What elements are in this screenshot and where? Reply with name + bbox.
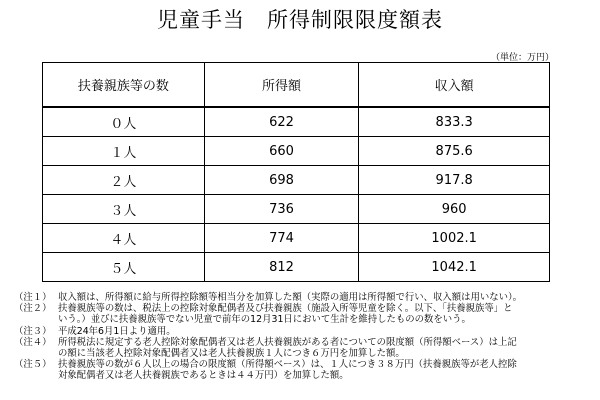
header-income-amount: 所得額 — [204, 63, 359, 108]
table-row — [43, 137, 550, 166]
note-text: 収入額は、所得額に給与所得控除額等相当分を加算した額（実際の適用は所得額で行い、収入額は用いない）。 — [58, 292, 523, 303]
cell-dependents: ３人 — [43, 195, 205, 224]
unit-label: （単位：万円） — [490, 53, 554, 63]
table-row — [43, 224, 550, 253]
cell-revenue: 960 — [359, 195, 550, 224]
cell-income: 660 — [204, 137, 359, 166]
note-4 — [14, 337, 592, 359]
note-label: （注１） — [14, 292, 52, 303]
note-1 — [14, 292, 592, 303]
note-2 — [14, 303, 592, 325]
notes-section — [14, 292, 592, 382]
cell-dependents: ５人 — [43, 253, 205, 282]
note-text: 扶養親族等の数が６人以上の場合の限度額（所得額ベース）は、１人につき３８万円（扶養親族等が老人控除 — [58, 359, 517, 371]
cell-dependents: ４人 — [43, 224, 205, 253]
cell-revenue: 1002.1 — [359, 224, 550, 253]
cell-dependents: １人 — [43, 137, 205, 166]
cell-revenue: 875.6 — [359, 137, 550, 166]
note-label: （注５） — [14, 359, 52, 371]
table-header-row — [43, 63, 550, 108]
cell-income: 736 — [204, 195, 359, 224]
note-text: いう。）並びに扶養親族等でない児童で前年の12月31日において生計を維持したものの数をいう。 — [58, 314, 471, 326]
cell-dependents: ２人 — [43, 166, 205, 195]
cell-income: 698 — [204, 166, 359, 195]
cell-revenue: 1042.1 — [359, 253, 550, 282]
note-5 — [14, 359, 592, 381]
note-label: （注４） — [14, 336, 52, 348]
cell-revenue: 833.3 — [359, 107, 550, 137]
table-row — [43, 107, 550, 137]
note-label: （注２） — [14, 303, 52, 315]
table-row — [43, 253, 550, 282]
note-text: 平成24年6月1日より適用。 — [58, 325, 176, 337]
title-sub: 所得制限限度額表 — [267, 8, 443, 32]
table-row — [43, 166, 550, 195]
header-dependents: 扶養親族等の数 — [43, 63, 205, 108]
note-text: 所得税法に規定する老人控除対象配偶者又は老人扶養親族がある者についての限度額（所得額ベース）は上記 — [58, 336, 517, 348]
note-3 — [14, 326, 592, 337]
cell-income: 812 — [204, 253, 359, 282]
page-title — [0, 4, 600, 34]
header-revenue-amount: 収入額 — [359, 63, 550, 108]
cell-revenue: 917.8 — [359, 166, 550, 195]
cell-income: 774 — [204, 224, 359, 253]
income-limit-table — [42, 62, 550, 282]
title-main: 児童手当 — [157, 8, 245, 32]
table-row — [43, 195, 550, 224]
cell-income: 622 — [204, 107, 359, 137]
note-label: （注３） — [14, 325, 52, 337]
cell-dependents: ０人 — [43, 107, 205, 137]
note-text: 扶養親族等の数は、税法上の控除対象配偶者及び扶養親族（施設入所等児童を除く。以下、「扶養親族等」と — [58, 303, 513, 315]
note-text: 対象配偶者又は老人扶養親族であるときは４４万円）を加算した額。 — [58, 370, 349, 382]
note-text: の額に当該老人控除対象配偶者又は老人扶養親族１人につき６万円を加算した額。 — [58, 348, 405, 360]
